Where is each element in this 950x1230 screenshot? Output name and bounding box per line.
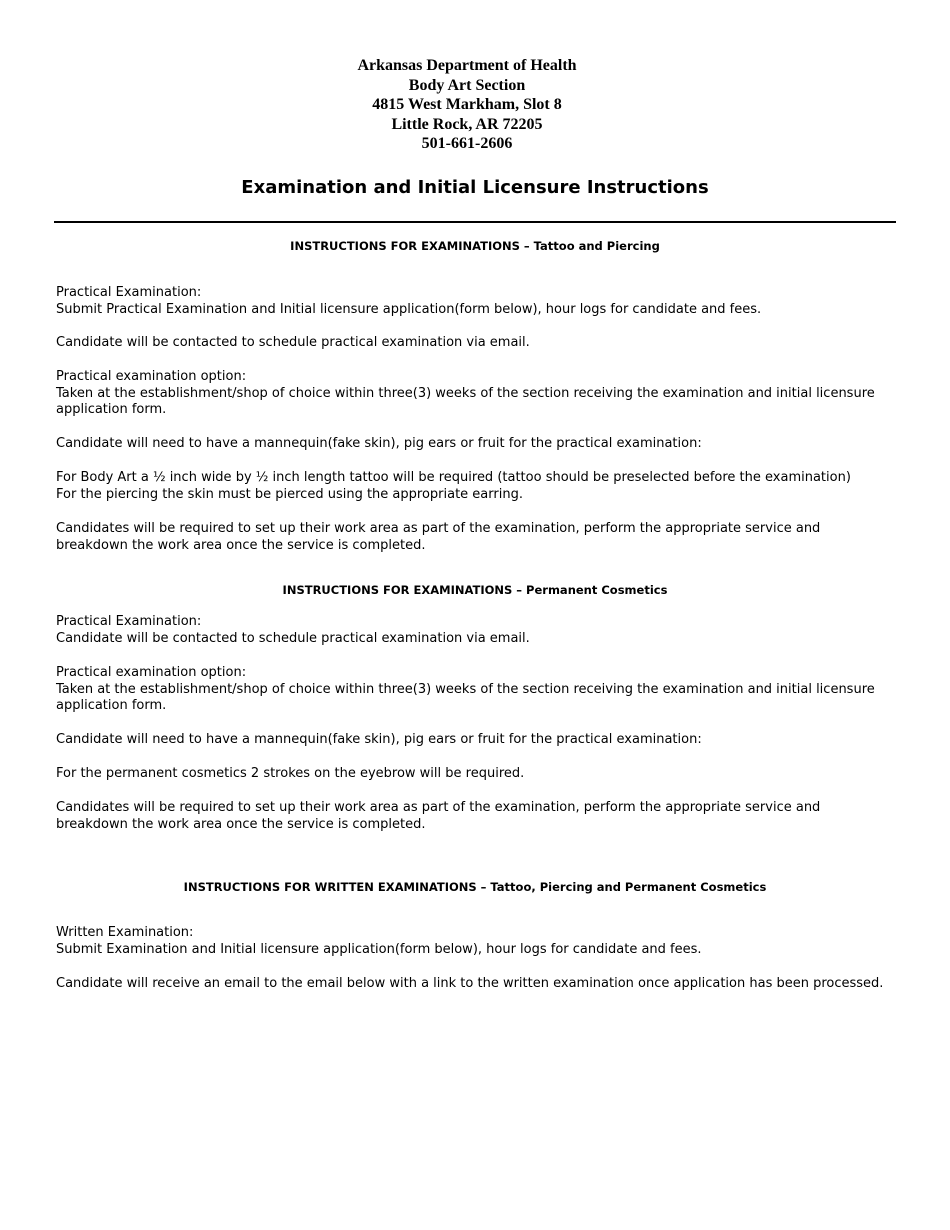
pc-practical-block bbox=[56, 614, 886, 647]
heading-tattoo-piercing: INSTRUCTIONS FOR EXAMINATIONS – Tattoo and Piercing bbox=[290, 239, 660, 253]
pc-practical-label: Practical Examination: bbox=[56, 614, 202, 629]
tp-practical-label: Practical Examination: bbox=[56, 285, 202, 300]
tp-contact-text: Candidate will be contacted to schedule practical examination via email. bbox=[56, 335, 530, 350]
written-label: Written Examination: bbox=[56, 925, 194, 940]
pc-materials-text: Candidate will need to have a mannequin(fake skin), pig ears or fruit for the practical examination: bbox=[56, 732, 702, 747]
section-name: Body Art Section bbox=[408, 76, 526, 94]
page-title: Examination and Initial Licensure Instructions bbox=[241, 177, 709, 198]
tp-requirements-block bbox=[56, 470, 886, 503]
address-line-1: 4815 West Markham, Slot 8 bbox=[372, 96, 562, 114]
phone-number: 501-661-2606 bbox=[421, 135, 513, 153]
tp-materials-text: Candidate will need to have a mannequin(fake skin), pig ears or fruit for the practical examination: bbox=[56, 436, 702, 451]
heading-written-examinations: INSTRUCTIONS FOR WRITTEN EXAMINATIONS – Tattoo, Piercing and Permanent Cosmetics bbox=[183, 880, 767, 894]
tp-piercing-text: For the piercing the skin must be pierced using the appropriate earring. bbox=[56, 486, 523, 502]
tp-body-art-text: For Body Art a ½ inch wide by ½ inch length tattoo will be required (tattoo should be preselected before the examination) bbox=[56, 470, 851, 485]
tp-work-area-text: Candidates will be required to set up their work area as part of the examination, perform the appropriate service and breakdown the work area once the service is completed. bbox=[56, 521, 821, 553]
pc-option-text: Taken at the establishment/shop of choice within three(3) weeks of the section receiving the examination and initial licensure application form. bbox=[56, 681, 875, 713]
tp-option-label: Practical examination option: bbox=[56, 369, 247, 384]
pc-strokes-text: For the permanent cosmetics 2 strokes on the eyebrow will be required. bbox=[56, 766, 525, 781]
tp-option-block bbox=[56, 369, 886, 419]
address-line-2: Little Rock, AR 72205 bbox=[391, 115, 543, 133]
pc-work-area-text: Candidates will be required to set up their work area as part of the examination, perform the appropriate service and breakdown the work area once the service is completed. bbox=[56, 800, 821, 832]
org-name: Arkansas Department of Health bbox=[357, 57, 577, 74]
heading-permanent-cosmetics: INSTRUCTIONS FOR EXAMINATIONS – Permanent Cosmetics bbox=[282, 583, 668, 597]
written-email-text: Candidate will receive an email to the email below with a link to the written examination once application has been processed. bbox=[56, 976, 884, 991]
written-submit-text: Submit Examination and Initial licensure application(form below), hour logs for candidate and fees. bbox=[56, 941, 702, 957]
written-block bbox=[56, 925, 886, 958]
title-divider bbox=[54, 221, 896, 223]
pc-option-label: Practical examination option: bbox=[56, 665, 247, 680]
pc-contact-text: Candidate will be contacted to schedule practical examination via email. bbox=[56, 630, 530, 646]
pc-option-block bbox=[56, 665, 886, 715]
tp-option-text: Taken at the establishment/shop of choice within three(3) weeks of the section receiving the examination and initial licensure application form. bbox=[56, 385, 875, 417]
tp-practical-block bbox=[56, 285, 886, 318]
tp-submit-text: Submit Practical Examination and Initial licensure application(form below), hour logs for candidate and fees. bbox=[56, 301, 762, 317]
letterhead bbox=[0, 56, 934, 154]
